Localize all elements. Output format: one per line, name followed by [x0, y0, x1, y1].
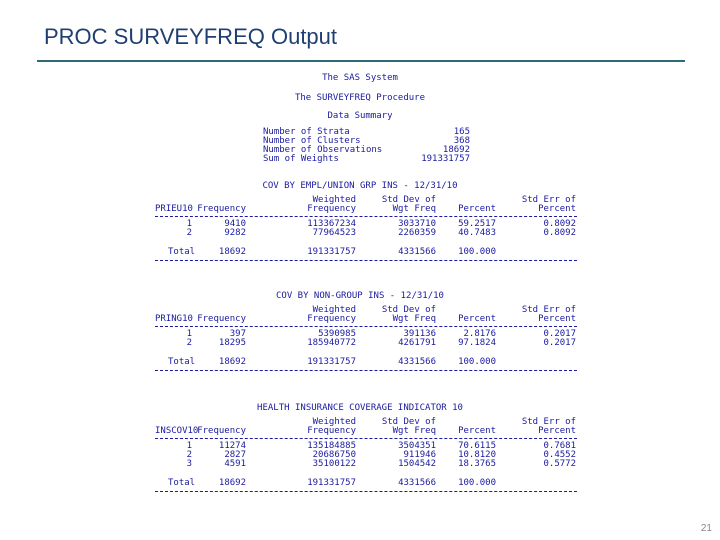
- total-cell: Total: [168, 478, 196, 488]
- column-header: Percent: [538, 204, 576, 214]
- column-header: Percent: [458, 426, 496, 436]
- table-cell: 20686750: [312, 450, 356, 460]
- table-cell: 3: [186, 459, 192, 469]
- column-header: Wgt Freq: [392, 426, 436, 436]
- total-cell: 191331757: [307, 247, 356, 257]
- footer-rule: [155, 370, 577, 371]
- column-header: Frequency: [307, 204, 356, 214]
- column-header: Weighted: [312, 417, 356, 427]
- column-header: Percent: [538, 426, 576, 436]
- table-cell: 97.1824: [458, 338, 496, 348]
- summary-value: 191331757: [421, 154, 470, 164]
- table-cell: 0.8092: [543, 228, 576, 238]
- table-cell: 2: [186, 228, 192, 238]
- table-cell: 2.8176: [463, 329, 496, 339]
- title-divider: [37, 60, 685, 62]
- column-header: Frequency: [307, 314, 356, 324]
- table-cell: 0.8092: [543, 219, 576, 229]
- total-cell: Total: [168, 357, 196, 367]
- total-cell: 100.000: [458, 247, 496, 257]
- column-header: Std Dev of: [381, 195, 436, 205]
- summary-label: Number of Observations: [263, 145, 383, 155]
- total-cell: Total: [168, 247, 196, 257]
- column-header: PRING10: [155, 314, 193, 324]
- table-cell: 2: [186, 450, 192, 460]
- table-cell: 9410: [224, 219, 246, 229]
- summary-label: Sum of Weights: [263, 154, 339, 164]
- table-cell: 18295: [218, 338, 246, 348]
- table-cell: 4261791: [398, 338, 436, 348]
- total-cell: 4331566: [398, 478, 436, 488]
- table-cell: 77964523: [312, 228, 356, 238]
- table-cell: 11274: [218, 441, 246, 451]
- column-header: Std Err of: [521, 305, 576, 315]
- page-number: 21: [700, 523, 712, 534]
- table-cell: 4591: [224, 459, 246, 469]
- total-cell: 18692: [218, 478, 246, 488]
- table-cell: 70.6115: [458, 441, 496, 451]
- column-header: Frequency: [197, 204, 246, 214]
- column-header: Frequency: [307, 426, 356, 436]
- table-cell: 3504351: [398, 441, 436, 451]
- summary-value: 165: [453, 127, 470, 137]
- table-cell: 397: [229, 329, 246, 339]
- table-cell: 59.2517: [458, 219, 496, 229]
- table-cell: 10.8120: [458, 450, 496, 460]
- table-cell: 113367234: [307, 219, 356, 229]
- table-cell: 1: [186, 441, 192, 451]
- column-header: Wgt Freq: [392, 204, 436, 214]
- table-cell: 5390985: [318, 329, 356, 339]
- column-header: Percent: [458, 204, 496, 214]
- total-cell: 18692: [218, 247, 246, 257]
- column-header: PRIEU10: [155, 204, 193, 214]
- table-cell: 0.7681: [543, 441, 576, 451]
- header-rule: [155, 326, 577, 327]
- table-cell: 40.7483: [458, 228, 496, 238]
- table-cell: 2260359: [398, 228, 436, 238]
- summary-value: 368: [453, 136, 470, 146]
- table-cell: 391136: [403, 329, 436, 339]
- column-header: Std Dev of: [381, 417, 436, 427]
- table-cell: 0.2017: [543, 329, 576, 339]
- column-header: Percent: [538, 314, 576, 324]
- header-rule: [155, 216, 577, 217]
- summary-value: 18692: [442, 145, 470, 155]
- table-title: HEALTH INSURANCE COVERAGE INDICATOR 10: [257, 403, 463, 413]
- table-cell: 1504542: [398, 459, 436, 469]
- table-cell: 2: [186, 338, 192, 348]
- table-cell: 135184885: [307, 441, 356, 451]
- table-cell: 0.2017: [543, 338, 576, 348]
- total-cell: 191331757: [307, 478, 356, 488]
- table-title: COV BY EMPL/UNION GRP INS - 12/31/10: [262, 181, 458, 191]
- footer-rule: [155, 491, 577, 492]
- summary-label: Number of Strata: [263, 127, 350, 137]
- table-cell: 185940772: [307, 338, 356, 348]
- summary-label: Number of Clusters: [263, 136, 361, 146]
- data-summary-heading: Data Summary: [327, 111, 393, 121]
- total-cell: 18692: [218, 357, 246, 367]
- column-header: Percent: [458, 314, 496, 324]
- table-cell: 18.3765: [458, 459, 496, 469]
- sas-system-title: The SAS System: [322, 73, 398, 83]
- total-cell: 100.000: [458, 478, 496, 488]
- slide-title: PROC SURVEYFREQ Output: [44, 24, 338, 49]
- column-header: Frequency: [197, 314, 246, 324]
- table-cell: 1: [186, 329, 192, 339]
- column-header: Std Err of: [521, 417, 576, 427]
- table-cell: 0.4552: [543, 450, 576, 460]
- table-cell: 3033710: [398, 219, 436, 229]
- footer-rule: [155, 260, 577, 261]
- column-header: INSCOV10: [155, 426, 199, 436]
- table-cell: 1: [186, 219, 192, 229]
- column-header: Frequency: [197, 426, 246, 436]
- total-cell: 4331566: [398, 357, 436, 367]
- total-cell: 191331757: [307, 357, 356, 367]
- table-cell: 911946: [403, 450, 436, 460]
- table-cell: 9282: [224, 228, 246, 238]
- procedure-title: The SURVEYFREQ Procedure: [294, 93, 426, 103]
- header-rule: [155, 438, 577, 439]
- table-cell: 35100122: [312, 459, 356, 469]
- table-cell: 2827: [224, 450, 246, 460]
- total-cell: 4331566: [398, 247, 436, 257]
- column-header: Std Dev of: [381, 305, 436, 315]
- column-header: Weighted: [312, 305, 356, 315]
- table-title: COV BY NON-GROUP INS - 12/31/10: [276, 291, 444, 301]
- column-header: Wgt Freq: [392, 314, 436, 324]
- table-cell: 0.5772: [543, 459, 576, 469]
- sas-output-listing: [150, 70, 590, 510]
- column-header: Weighted: [312, 195, 356, 205]
- column-header: Std Err of: [521, 195, 576, 205]
- total-cell: 100.000: [458, 357, 496, 367]
